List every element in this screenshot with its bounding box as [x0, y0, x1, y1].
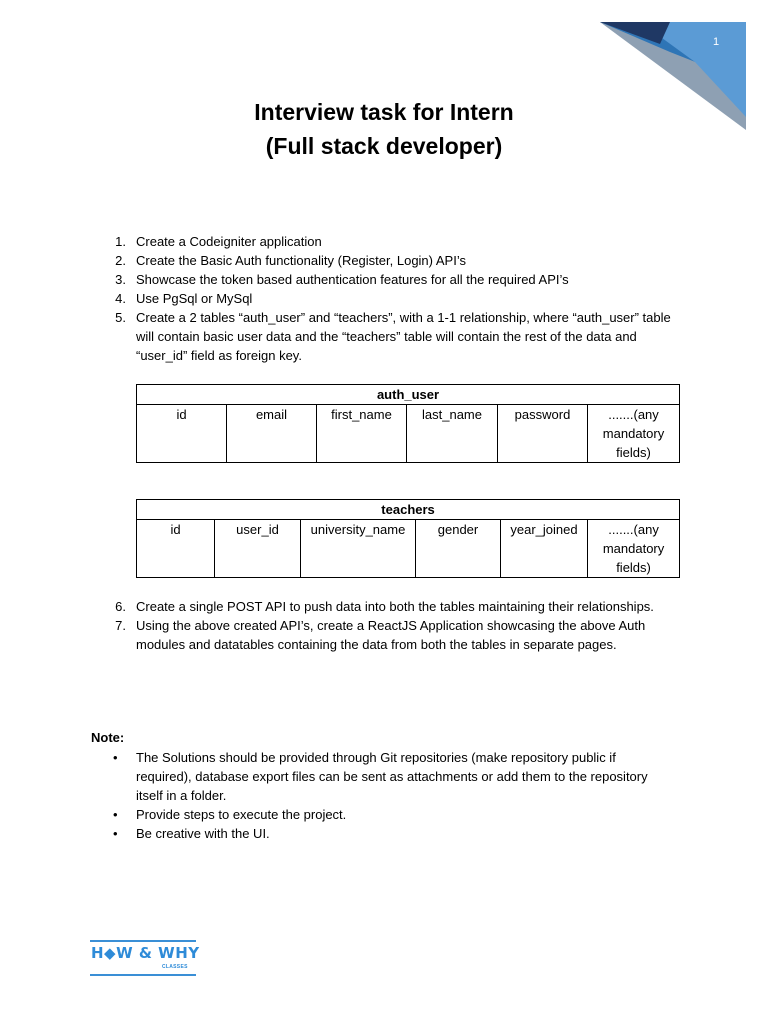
list-number: 1.: [115, 234, 126, 249]
list-text: The Solutions should be provided through Git repositories (make repository public if required), database export files can be sent as attachments or add them to the repository itself in a folder.: [136, 750, 648, 803]
list-number: 2.: [115, 253, 126, 268]
teachers-table: [136, 499, 680, 578]
table-cell: id: [137, 405, 227, 463]
title-line-1: Interview task for Intern: [254, 99, 514, 125]
table-cell: last_name: [407, 405, 498, 463]
table-cell: id: [137, 520, 215, 578]
table-row: [137, 405, 680, 463]
list-item: [104, 251, 674, 270]
logo-text: H◆W & WHY: [91, 944, 200, 962]
table-cell: gender: [416, 520, 501, 578]
bullet-icon: •: [113, 807, 118, 822]
task-list-part-1: [104, 232, 674, 365]
list-text: Be creative with the UI.: [136, 826, 270, 841]
logo-top-bar: [90, 940, 196, 942]
table-cell: .......(any mandatory fields): [588, 405, 680, 463]
table-cell: email: [227, 405, 317, 463]
list-text: Provide steps to execute the project.: [136, 807, 347, 822]
table-title: teachers: [137, 500, 680, 520]
list-number: 7.: [115, 618, 126, 633]
list-item: [104, 270, 674, 289]
page-title: [0, 95, 768, 163]
list-item: [104, 824, 674, 843]
list-item: [104, 748, 674, 805]
list-text: Use PgSql or MySql: [136, 291, 253, 306]
bullet-icon: •: [113, 826, 118, 841]
table-cell: year_joined: [501, 520, 588, 578]
list-text: Create a Codeigniter application: [136, 234, 322, 249]
table-cell: .......(any mandatory fields): [588, 520, 680, 578]
task-list-part-2: [104, 597, 674, 654]
table-cell: first_name: [317, 405, 407, 463]
list-number: 4.: [115, 291, 126, 306]
note-list: [104, 748, 674, 843]
list-text: Showcase the token based authentication features for all the required API’s: [136, 272, 569, 287]
list-text: Using the above created API’s, create a ReactJS Application showcasing the above Auth modules and datatables containing the data from both the tables in separate pages.: [136, 618, 646, 652]
table-row: [137, 520, 680, 578]
list-number: 3.: [115, 272, 126, 287]
list-number: 5.: [115, 310, 126, 325]
page-number: 1: [712, 36, 720, 48]
logo-subtext: CLASSES: [162, 964, 188, 970]
table-cell: user_id: [215, 520, 301, 578]
logo-bottom-bar: [90, 974, 196, 976]
auth-user-table: [136, 384, 680, 463]
list-item: [104, 597, 674, 616]
table-cell: password: [498, 405, 588, 463]
table-title: auth_user: [137, 385, 680, 405]
how-and-why-logo: [90, 940, 198, 978]
list-item: [104, 616, 674, 654]
title-line-2: (Full stack developer): [265, 133, 503, 159]
list-item: [104, 232, 674, 251]
bullet-icon: •: [113, 750, 118, 765]
table-cell: university_name: [301, 520, 416, 578]
list-item: [104, 805, 674, 824]
list-item: [104, 289, 674, 308]
list-number: 6.: [115, 599, 126, 614]
list-item: [104, 308, 674, 365]
list-text: Create a 2 tables “auth_user” and “teachers”, with a 1-1 relationship, where “auth_user” table will contain basic user data and the “teachers” table will contain the rest of the data and “user_id” field as foreign key.: [136, 310, 671, 363]
list-text: Create a single POST API to push data into both the tables maintaining their relationships.: [136, 599, 654, 614]
list-text: Create the Basic Auth functionality (Register, Login) API’s: [136, 253, 466, 268]
note-label: Note:: [91, 730, 125, 745]
